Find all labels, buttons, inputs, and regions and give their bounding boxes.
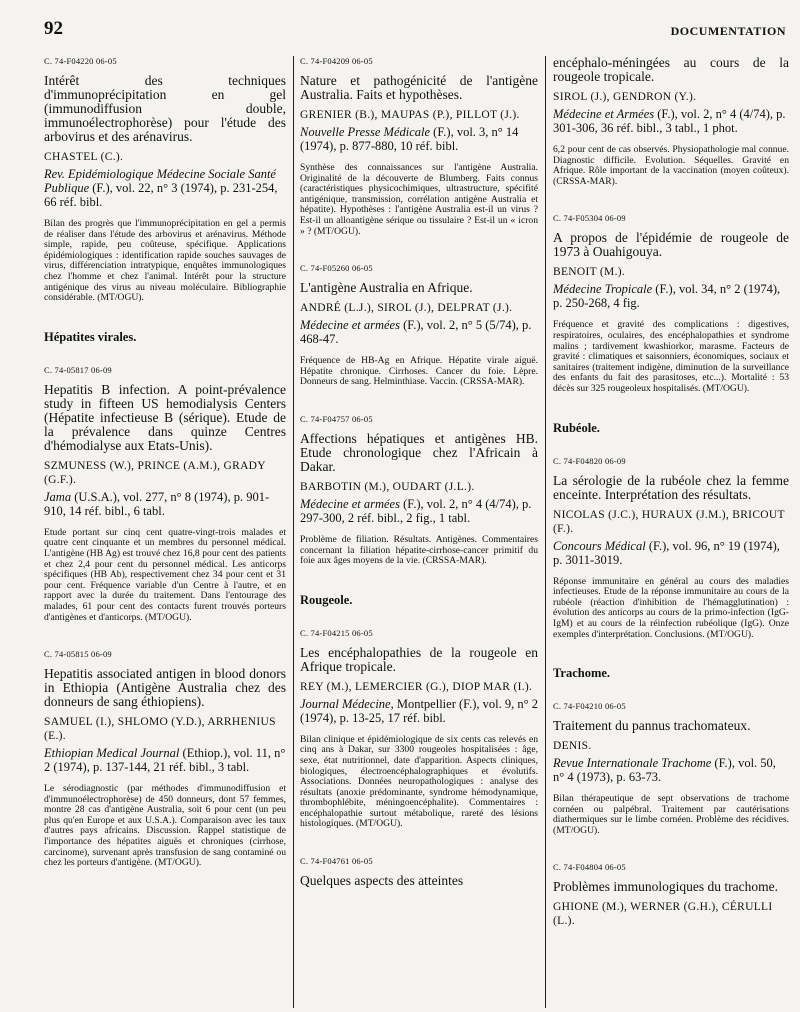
bibliography-entry xyxy=(300,263,538,388)
entry-code: C. 74-F04804 06-05 xyxy=(553,862,626,873)
journal-name: Jama xyxy=(44,489,72,504)
entry-authors: GRENIER (B.), MAUPAS (P.), PILLOT (J.). xyxy=(300,109,520,121)
entry-source xyxy=(44,746,286,774)
citation-details: (F.), vol. 3, n° 14 (1974), p. 877-880, 10 réf. bibl. xyxy=(300,125,519,153)
entry-source xyxy=(44,167,286,209)
entry-abstract: Le sérodiagnostic (par méthodes d'immunodiffusion et d'immunoélectrophorèse) de 450 donneurs, dont 57 femmes, montre 28 cas d'antigène Australia, soit 6 pour cent (un peu plus qu'en Europe et aux U.S.A.). Comparaison avec les taux d'autres pays africains. Discussion. Rappel statistique de l'importance des hépatites aiguës et chroniques (cirrhose, carcinome), survenant après transfusion de sang contaminé ou chez les porteurs d'antigène. (MT/OGU). xyxy=(44,783,286,869)
entry-authors: NICOLAS (J.C.), HURAUX (J.M.), BRICOUT (F.). xyxy=(553,508,785,535)
citation-details: (F.), vol. 50, n° 4 (1973), p. 63-73. xyxy=(553,756,776,785)
journal-name: Médecine Tropicale xyxy=(553,282,653,297)
citation-details: (F.), vol. 34, n° 2 (1974), p. 250-268, 4 fig. xyxy=(553,282,781,311)
entry-title: Nature et pathogénicité de l'antigène Australia. Faits et hypothèses. xyxy=(300,73,538,102)
entry-title: La sérologie de la rubéole chez la femme enceinte. Interprétation des résultats. xyxy=(553,472,789,502)
entry-source xyxy=(300,697,538,725)
entry-authors: GHIONE (M.), WERNER (G.H.), CÉRULLI (L.). xyxy=(553,901,773,928)
citation-details: (F.), vol. 2, n° 5 (5/74), p. 468-47. xyxy=(300,318,532,347)
entry-abstract: Etude portant sur cinq cent quatre-vingt-trois malades et quatre cent cinquante et un membres du personnel médical. L'antigène (HB Ag) est trouvé chez 16,8 pour cent des patients et chez 2,4 pour cent du personnel médical. Les anticorps spécifiques (HB Ab), respectivement chez 34 pour cent et 31 pour cent. Fréquence variable d'un Centre à l'autre, et en rapport avec la durée du traitement. Dans l'entourage des malades, 61 pour cent des contacts furent trouvés porteurs d'antigènes et d'anticorps. (MT/OGU). xyxy=(44,526,286,623)
bibliography-entry xyxy=(300,628,538,830)
entry-abstract: Réponse immunitaire en général au cours des maladies infectieuses. Etude de la réponse immunitaire au cours de la rubéole (réaction d'inhibition de l'hémagglutination) : évolution des anticorps au cours de la primo-infection (IgG-IgM) et au cours de la réinfection rubéolique (IgG). Onze exemples d'interprétation. Conclusions. (MT/OGU). xyxy=(553,575,789,640)
entry-title: encéphalo-méningées au cours de la rougeole tropicale. xyxy=(553,56,789,84)
journal-name: Nouvelle Presse Médicale xyxy=(300,125,431,139)
entry-title: L'antigène Australia en Afrique. xyxy=(300,280,473,296)
entry-code: C. 74-F04820 06-09 xyxy=(553,455,626,466)
running-title: DOCUMENTATION xyxy=(670,24,786,38)
bibliography-entry xyxy=(553,456,789,641)
section-heading: Trachome. xyxy=(553,666,611,681)
entry-source xyxy=(44,490,286,518)
entry-code: C. 74-F04761 06-05 xyxy=(300,856,373,867)
section-heading: Rubéole. xyxy=(553,420,600,435)
entry-abstract: Synthèse des connaissances sur l'antigène Australia. Originalité de la découverte de Blumberg. Faits connus (caractéristiques physicochimiques, ultrastructure, spécifité antigénique, transmission, corrélation antigène Australia et hépatite). Hypothèses : l'antigène Australia est-il un virus ? Est-il un alloantigène sérique ou tissulaire ? Est-il un « icron » ? (MT/OGU). xyxy=(300,162,538,237)
entry-abstract: Fréquence de HB-Ag en Afrique. Hépatite virale aiguë. Hépatite chronique. Cirrhoses. Cancer du foie. Lèpre. Donneurs de sang. Helminthiase. Vaccin. (CRSSA-MAR). xyxy=(300,355,538,388)
entry-title: Les encéphalopathies de la rougeole en Afrique tropicale. xyxy=(300,644,538,674)
entry-title: Hepatitis associated antigen in blood donors in Ethiopia (Antigène Australia chez des donneurs de sang éthiopiens). xyxy=(44,666,286,710)
entry-abstract: Problème de filiation. Résultats. Antigènes. Commentaires concernant la filiation hépatite-cirrhose-cancer primitif du foie aux âges moyens de la vie. (CRSSA-MAR). xyxy=(300,533,538,567)
entry-authors: REY (M.), LEMERCIER (G.), DIOP MAR (I.). xyxy=(300,680,533,693)
entry-code: C. 74-F04220 06-05 xyxy=(44,56,117,66)
entry-title: Intérêt des techniques d'immunoprécipitation en gel (immunodiffusion double, immunoélectrophorèse) pour l'étude des arbovirus et des arénavirus. xyxy=(44,73,286,144)
entry-code: C. 74-05817 06-09 xyxy=(44,364,112,375)
entry-code: C. 74-05815 06-09 xyxy=(44,649,112,660)
entry-authors: DENIS. xyxy=(553,740,592,753)
entry-authors: BENOIT (M.). xyxy=(553,266,626,279)
journal-name: Rev. Epidémiologique Médecine Sociale Santé Publique xyxy=(44,167,276,195)
column-divider xyxy=(293,56,294,1008)
column-left xyxy=(44,56,286,1008)
entry-source xyxy=(553,107,789,135)
entry-title: Affections hépatiques et antigènes HB. Etude chronologique chez l'Africain à Dakar. xyxy=(300,430,538,474)
bibliography-entry xyxy=(553,862,789,928)
citation-details: (F.), vol. 2, n° 4 (4/74), p. 297-300, 2 réf. bibl., 2 fig., 1 tabl. xyxy=(300,496,532,525)
citation-details: (F.), vol. 96, n° 19 (1974), p. 3011-3019. xyxy=(553,538,780,567)
entry-source xyxy=(553,539,789,567)
entry-authors: SIROL (J.), GENDRON (Y.). xyxy=(553,91,697,103)
journal-name: Revue Internationale Trachome xyxy=(553,756,712,771)
entry-code: C. 74-F05304 06-09 xyxy=(553,213,626,224)
entry-source xyxy=(300,125,538,153)
bibliography-entry xyxy=(300,56,538,237)
entry-code: C. 74-F04209 06-05 xyxy=(300,56,373,66)
bibliography-entry xyxy=(300,414,538,567)
entry-title: A propos de l'épidémie de rougeole de 1973 à Ouahigouya. xyxy=(553,230,789,260)
section-heading: Hépatites virales. xyxy=(44,329,137,344)
entry-source xyxy=(553,282,789,310)
entry-title: Quelques aspects des atteintes xyxy=(300,873,464,889)
citation-details: (U.S.A.), vol. 277, n° 8 (1974), p. 901-910, 14 réf. bibl., 6 tabl. xyxy=(44,489,270,518)
entry-authors: BARBOTIN (M.), OUDART (J.L.). xyxy=(300,480,475,493)
entry-code: C. 74-F05260 06-05 xyxy=(300,263,373,274)
entry-abstract: Fréquence et gravité des complications : digestives, respiratoires, oculaires, des encéphalopathies et syndrome malins ; tardivement kwashiorkor, marasme. Facteurs de gravité : climatiques et saisonniers, économiques, sociaux et sanitaires (traitement indigène, diminution de la surveillance des enfants du fait des parasitoses, etc...). Mortalité : 53 décès sur 325 rougeoleux hospitalisés. (MT/OGU). xyxy=(553,319,789,394)
page-number: 92 xyxy=(44,18,63,39)
entry-abstract: Bilan des progrès que l'immunoprécipitation en gel a permis de réaliser dans l'étude des arbovirus et arénavirus. Méthode simple, rapide, peu coûteuse, spécifique. Applications épidémiologiques : identification rapide souches sauvages de virus, différenciation intratypique, enquêtes immunologiques chez l'homme et chez l'animal. Intérêt pour la structure antigénique des virus au niveau moléculaire. Bibliographie considérable. (MT/OGU). xyxy=(44,218,286,304)
citation-details: (F.), vol. 2, n° 4 (4/74), p. 301-306, 36 réf. bibl., 3 tabl., 1 phot. xyxy=(553,107,786,135)
citation-details: (F.), vol. 22, n° 3 (1974), p. 231-254, 66 réf. bibl. xyxy=(44,181,278,209)
entry-code: C. 74-F04215 06-05 xyxy=(300,627,373,638)
column-divider xyxy=(545,56,546,1008)
column-right xyxy=(553,56,789,1008)
bibliography-entry xyxy=(44,365,286,623)
bibliography-entry xyxy=(44,56,286,304)
entry-abstract: Bilan thérapeutique de sept observations de trachome cornéen ou palpébral. Traitement par cautérisations diathermiques sur le limbe cornéen. Problème des récidives. (MT/OGU). xyxy=(553,793,789,836)
entry-source xyxy=(553,756,789,784)
section-heading: Rougeole. xyxy=(300,592,353,607)
entry-abstract: Bilan clinique et épidémiologique de six cents cas relevés en cinq ans à Dakar, sur 3300 rougeoles hospitalisées : âge, sexe, état nutritionnel, date d'apparition. Aspects cliniques, biologiques, électroencéphalographiques et évolutifs. Associations. Données neuropathologiques : analyse des résultats (anoxie prédominante, syndrome hémodynamique, thrombophlébite, méningoencéphalite). Commentaires : encéphalopathie surtout métabolique, rareté des lésions histologiques. (MT/OGU). xyxy=(300,733,538,830)
entry-code: C. 74-F04757 06-05 xyxy=(300,413,373,424)
entry-title: Hepatitis B infection. A point-prévalence study in fifteen US hemodialysis Centers (Hépatite infectieuse B (sérique). Etude de la prévalence dans quinze Centres d'hémodialyse aux Etats-Unis). xyxy=(44,381,286,453)
journal-name: Médecine et Armées xyxy=(553,107,655,121)
entry-source xyxy=(300,318,538,346)
citation-details: , Montpellier (F.), vol. 9, n° 2 (1974), p. 13-25, 17 réf. bibl. xyxy=(300,696,538,725)
bibliography-entry xyxy=(44,649,286,869)
entry-title: Traitement du pannus trachomateux. xyxy=(553,718,751,734)
entry-abstract: 6,2 pour cent de cas observés. Physiopathologie mal connue. Diagnostic difficile. Evolution. Séquelles. Gravité en Afrique. Rôle important de la vaccination (moyen coûteux). (CRSSA-MAR). xyxy=(553,144,789,187)
column-middle xyxy=(300,56,538,1008)
entry-authors: CHASTEL (C.). xyxy=(44,151,124,163)
entry-title: Problèmes immunologiques du trachome. xyxy=(553,879,778,895)
entry-code: C. 74-F04210 06-05 xyxy=(553,701,626,712)
bibliography-entry xyxy=(300,856,538,888)
entry-authors: ANDRÉ (L.J.), SIROL (J.), DELPRAT (J.). xyxy=(300,302,513,315)
citation-details: (Ethiop.), vol. 11, n° 2 (1974), p. 137-144, 21 réf. bibl., 3 tabl. xyxy=(44,746,286,775)
bibliography-entry xyxy=(553,213,789,394)
entry-authors: SZMUNESS (W.), PRINCE (A.M.), GRADY (G.F.). xyxy=(44,459,266,486)
journal-name: Concours Médical xyxy=(553,538,646,553)
journal-name: Médecine et armées xyxy=(300,318,400,333)
journal-name: Ethiopian Medical Journal xyxy=(44,746,180,761)
entry-authors: SAMUEL (I.), SHLOMO (Y.D.), ARRHENIUS (E.). xyxy=(44,716,276,743)
entry-source xyxy=(300,497,538,525)
journal-name: Journal Médecine xyxy=(300,696,391,711)
journal-name: Médecine et armées xyxy=(300,496,400,511)
bibliography-entry xyxy=(553,56,789,187)
bibliography-entry xyxy=(553,701,789,836)
